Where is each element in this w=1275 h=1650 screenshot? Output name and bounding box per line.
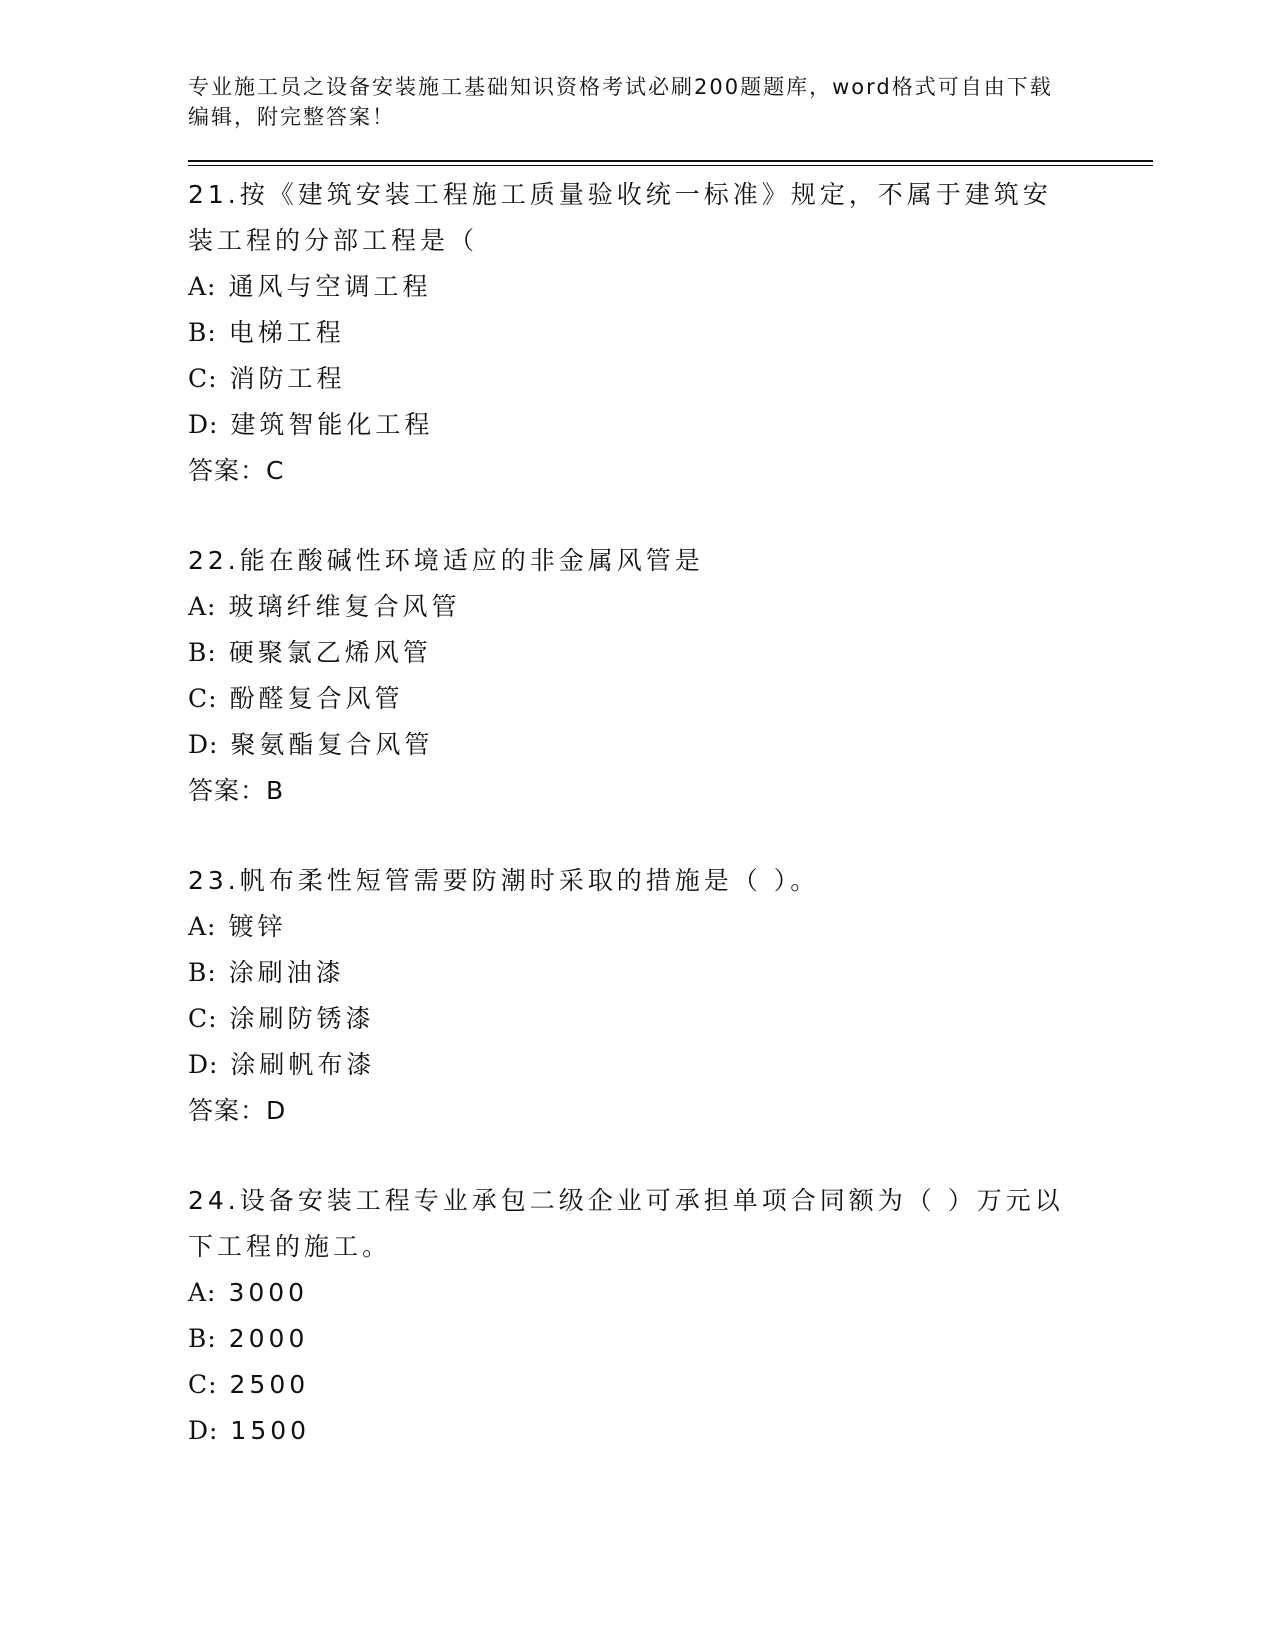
question-stem: 23.帆布柔性短管需要防潮时采取的措施是（ ）。 bbox=[188, 866, 820, 895]
option-label: D: bbox=[188, 730, 219, 759]
question-23 bbox=[188, 858, 1153, 1134]
option-a bbox=[188, 584, 1153, 630]
question-24 bbox=[188, 1178, 1153, 1454]
option-label: D: bbox=[188, 410, 219, 439]
option-label: A: bbox=[188, 1278, 217, 1307]
option-d bbox=[188, 402, 1153, 448]
option-label: C: bbox=[188, 1004, 218, 1033]
option-label: D: bbox=[188, 1050, 219, 1079]
question-stem: 21.按《建筑安装工程施工质量验收统一标准》规定，不属于建筑安装工程的分部工程是（ bbox=[188, 180, 1052, 255]
option-label: B: bbox=[188, 1324, 217, 1353]
option-c bbox=[188, 996, 1153, 1042]
option-d bbox=[188, 1408, 1153, 1454]
option-a bbox=[188, 904, 1153, 950]
option-text: 玻璃纤维复合风管 bbox=[228, 592, 461, 621]
option-label: B: bbox=[188, 958, 217, 987]
option-label: A: bbox=[188, 592, 217, 621]
option-b bbox=[188, 630, 1153, 676]
option-c bbox=[188, 676, 1153, 722]
option-text: 2000 bbox=[228, 1324, 309, 1353]
question-spacer bbox=[188, 494, 1153, 538]
option-text: 电梯工程 bbox=[228, 318, 345, 347]
option-a bbox=[188, 264, 1153, 310]
option-b bbox=[188, 310, 1153, 356]
document-page bbox=[188, 72, 1153, 1454]
option-label: C: bbox=[188, 364, 218, 393]
option-label: A: bbox=[188, 272, 217, 301]
option-label: C: bbox=[188, 1370, 218, 1399]
option-text: 涂刷油漆 bbox=[228, 958, 345, 987]
option-text: 镀锌 bbox=[228, 912, 287, 941]
option-text: 建筑智能化工程 bbox=[230, 410, 434, 439]
option-text: 涂刷防锈漆 bbox=[229, 1004, 375, 1033]
answer: 答案：D bbox=[188, 1096, 287, 1125]
option-text: 聚氨酯复合风管 bbox=[230, 730, 434, 759]
option-text: 硬聚氯乙烯风管 bbox=[228, 638, 432, 667]
option-label: C: bbox=[188, 684, 218, 713]
option-text: 1500 bbox=[230, 1416, 311, 1445]
option-d bbox=[188, 1042, 1153, 1088]
option-d bbox=[188, 722, 1153, 768]
question-22 bbox=[188, 538, 1153, 814]
answer: 答案：B bbox=[188, 776, 285, 805]
option-text: 酚醛复合风管 bbox=[229, 684, 404, 713]
question-spacer bbox=[188, 1134, 1153, 1178]
option-text: 2500 bbox=[229, 1370, 310, 1399]
option-b bbox=[188, 1316, 1153, 1362]
question-stem: 24.设备安装工程专业承包二级企业可承担单项合同额为（ ）万元以下工程的施工。 bbox=[188, 1186, 1064, 1261]
option-c bbox=[188, 356, 1153, 402]
option-text: 3000 bbox=[228, 1278, 309, 1307]
question-21 bbox=[188, 172, 1153, 494]
option-c bbox=[188, 1362, 1153, 1408]
answer: 答案：C bbox=[188, 456, 285, 485]
option-label: A: bbox=[188, 912, 217, 941]
option-label: B: bbox=[188, 318, 217, 347]
question-stem: 22.能在酸碱性环境适应的非金属风管是 bbox=[188, 546, 704, 575]
option-text: 通风与空调工程 bbox=[228, 272, 432, 301]
option-text: 涂刷帆布漆 bbox=[230, 1050, 376, 1079]
option-text: 消防工程 bbox=[229, 364, 346, 393]
option-label: D: bbox=[188, 1416, 219, 1445]
option-b bbox=[188, 950, 1153, 996]
option-label: B: bbox=[188, 638, 217, 667]
question-spacer bbox=[188, 814, 1153, 858]
option-a bbox=[188, 1270, 1153, 1316]
document-header: 专业施工员之设备安装施工基础知识资格考试必刷200题题库，word格式可自由下载编辑，附完整答案！ bbox=[188, 75, 1053, 129]
